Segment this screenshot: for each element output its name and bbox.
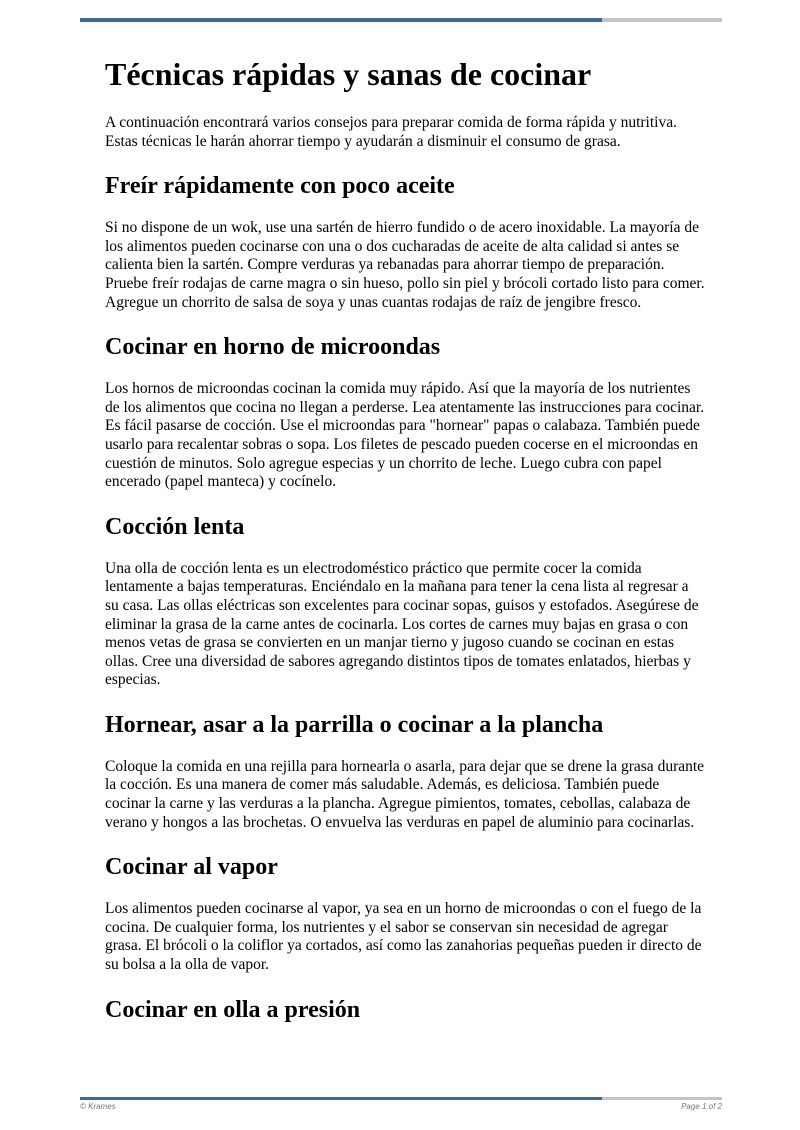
header-rule <box>80 18 722 22</box>
section-heading-stir-fry: Freír rápidamente con poco aceite <box>105 173 455 200</box>
page-title: Técnicas rápidas y sanas de cocinar <box>105 56 592 92</box>
section-heading-baking-grilling: Hornear, asar a la parrilla o cocinar a la plancha <box>105 711 604 738</box>
header-rule-primary <box>80 18 602 22</box>
section-heading-pressure-cooker: Cocinar en olla a presión <box>105 996 361 1023</box>
section-heading-slow-cooking: Cocción lenta <box>105 513 245 540</box>
footer-rule <box>80 1097 722 1100</box>
section-body-slow-cooking: Una olla de cocción lenta es un electrodoméstico práctico que permite cocer la comida lentamente a bajas temperaturas. Enciéndalo en la mañana para tener la cena lista al regresar a su casa. Las ollas eléctricas son excelentes para cocinar sopas, guisos y estofados. Asegúrese de eliminar la grasa de la carne antes de cocinarla. Los cortes de carnes muy bajas en grasa o con menos vetas de grasa se convierten en un manjar tierno y jugoso cuando se cocinan en estas ollas. Cree una diversidad de sabores agregando distintos tipos de tomates enlatados, hierbas y especias. <box>105 559 699 689</box>
section-body-steaming: Los alimentos pueden cocinarse al vapor, ya sea en un horno de microondas o con el fuego de la cocina. De cualquier forma, los nutrientes y el sabor se conservan sin necesidad de agregar grasa. El brócoli o la coliflor ya cortados, así como las zanahorias pequeñas pueden ir directo de su bolsa a la olla de vapor. <box>105 900 702 974</box>
page-footer <box>80 1102 722 1111</box>
intro-paragraph: A continuación encontrará varios consejos para preparar comida de forma rápida y nutritiva. Estas técnicas le harán ahorrar tiempo y ayudarán a disminuir el consumo de grasa. <box>105 114 677 150</box>
header-rule-secondary <box>602 18 722 22</box>
document-body <box>105 54 705 1043</box>
footer-rule-primary <box>80 1097 602 1100</box>
footer-copyright: © Krames <box>80 1102 116 1111</box>
footer-rule-secondary <box>602 1097 722 1100</box>
footer-page-number: Page 1 of 2 <box>681 1102 722 1111</box>
section-body-baking-grilling: Coloque la comida en una rejilla para hornearla o asarla, para dejar que se drene la grasa durante la cocción. Es una manera de comer más saludable. Además, es deliciosa. También puede cocinar la carne y las verduras a la plancha. Agregue pimientos, tomates, cebollas, calabaza de verano y hongos a las brochetas. O envuelva las verduras en papel de aluminio para cocinarlas. <box>105 757 705 831</box>
section-heading-steaming: Cocinar al vapor <box>105 854 278 881</box>
section-body-microwave: Los hornos de microondas cocinan la comida muy rápido. Así que la mayoría de los nutrientes de los alimentos que cocina no llegan a perderse. Lea atentamente las instrucciones para cocinar. Es fácil pasarse de cocción. Use el microondas para "hornear" papas o calabaza. También puede usarlo para recalentar sobras o sopa. Los filetes de pescado pueden cocerse en el microondas en cuestión de minutos. Solo agregue especias y un chorrito de leche. Luego cubra con papel encerado (papel manteca) y cocínelo. <box>105 380 705 491</box>
section-heading-microwave: Cocinar en horno de microondas <box>105 334 441 361</box>
section-body-stir-fry: Si no dispone de un wok, use una sartén de hierro fundido o de acero inoxidable. La mayoría de los alimentos pueden cocinarse con una o dos cucharadas de aceite de alta calidad si antes se calienta bien la sartén. Compre verduras ya rebanadas para ahorrar tiempo de preparación. Pruebe freír rodajas de carne magra o sin hueso, pollo sin piel y brócoli cortado listo para comer. Agregue un chorrito de salsa de soya y unas cuantas rodajas de raíz de jengibre fresco. <box>105 219 705 311</box>
